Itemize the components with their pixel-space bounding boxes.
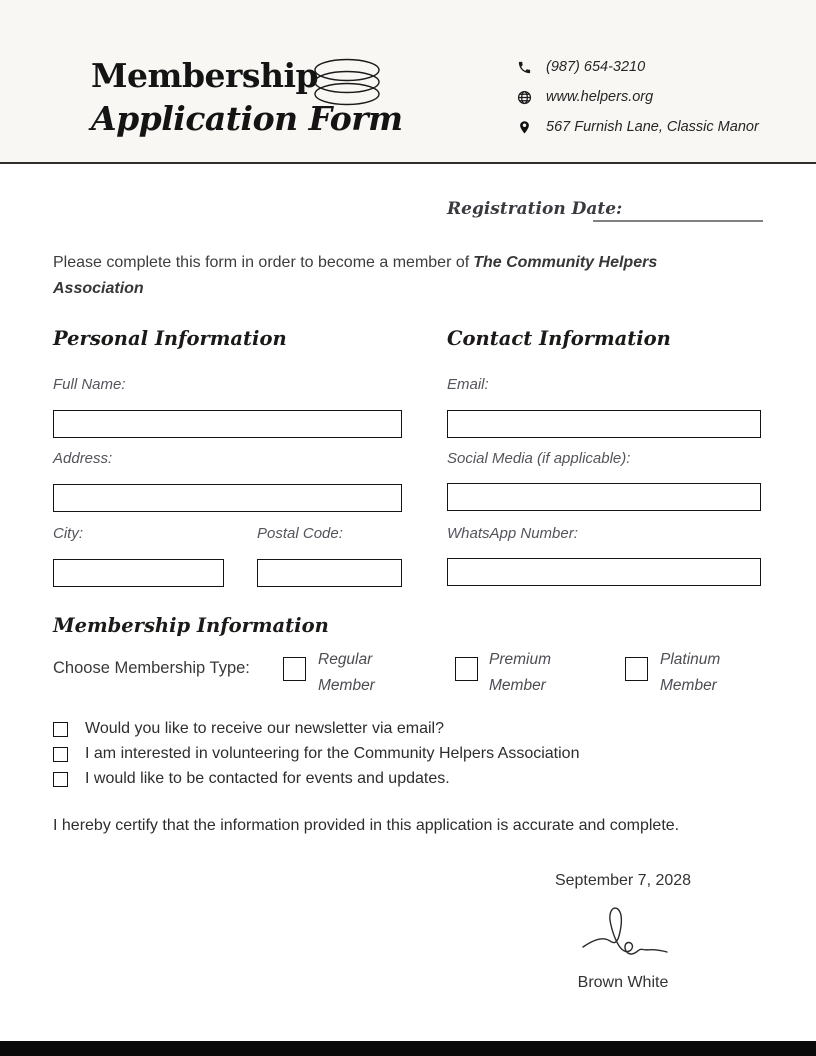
page-title-line2: Application Form: [91, 99, 403, 138]
email-input[interactable]: [447, 410, 761, 438]
certification-statement: I hereby certify that the information provided in this application is accurate and complete.: [53, 817, 680, 834]
page-title-line1: Membership: [91, 56, 319, 95]
platinum-member-checkbox[interactable]: [625, 657, 648, 681]
header: [0, 0, 816, 164]
intro-association-name: The Community Helpers Association: [53, 254, 658, 297]
full-name-label: Full Name:: [53, 376, 126, 393]
contact-address-row: [517, 118, 759, 136]
intro-paragraph: [53, 250, 703, 301]
footer-bar: [0, 1041, 816, 1056]
choose-membership-type-label: Choose Membership Type:: [53, 659, 250, 677]
city-label: City:: [53, 525, 83, 542]
membership-information-heading: Membership Information: [53, 614, 329, 637]
whatsapp-number-label: WhatsApp Number:: [447, 525, 578, 542]
events-option-label: I would like to be contacted for events and updates.: [85, 770, 450, 787]
contact-phone-row: [517, 58, 759, 76]
social-media-label: Social Media (if applicable):: [447, 450, 631, 467]
contact-for-events-checkbox[interactable]: [53, 772, 68, 787]
intro-text: Please complete this form in order to become a member of: [53, 254, 470, 271]
contact-information-heading: Contact Information: [447, 327, 671, 350]
postal-code-input[interactable]: [257, 559, 402, 587]
personal-information-heading: Personal Information: [53, 327, 287, 350]
email-label: Email:: [447, 376, 489, 393]
website-text: www.helpers.org: [546, 89, 654, 105]
header-contact-list: [517, 58, 759, 148]
signature-icon: [580, 902, 670, 962]
premium-member-label: Premium Member: [489, 651, 552, 694]
regular-member-checkbox[interactable]: [283, 657, 306, 681]
platinum-member-label: Platinum Member: [660, 651, 721, 694]
regular-member-label: Regular Member: [318, 651, 375, 694]
city-input[interactable]: [53, 559, 224, 587]
postal-code-label: Postal Code:: [257, 525, 343, 542]
address-input[interactable]: [53, 484, 402, 512]
globe-icon: [517, 90, 532, 105]
registration-date-blank-line[interactable]: [593, 220, 763, 222]
premium-member-checkbox[interactable]: [455, 657, 478, 681]
address-label: Address:: [53, 450, 113, 467]
social-media-input[interactable]: [447, 483, 761, 511]
signatory-name: Brown White: [577, 974, 669, 991]
full-name-input[interactable]: [53, 410, 402, 438]
stacked-ellipses-logo-icon: [312, 58, 382, 108]
volunteering-option-label: I am interested in volunteering for the Community Helpers Association: [85, 745, 580, 762]
location-pin-icon: [517, 120, 532, 135]
contact-website-row: [517, 88, 759, 106]
newsletter-option-label: Would you like to receive our newsletter via email?: [85, 720, 444, 737]
volunteering-checkbox[interactable]: [53, 747, 68, 762]
registration-date-label: Registration Date:: [447, 199, 623, 219]
phone-number-text: (987) 654-3210: [546, 59, 646, 75]
newsletter-checkbox[interactable]: [53, 722, 68, 737]
street-address-text: 567 Furnish Lane, Classic Manor: [546, 119, 759, 135]
phone-icon: [517, 60, 532, 75]
whatsapp-number-input[interactable]: [447, 558, 761, 586]
signature-date: September 7, 2028: [554, 872, 692, 889]
